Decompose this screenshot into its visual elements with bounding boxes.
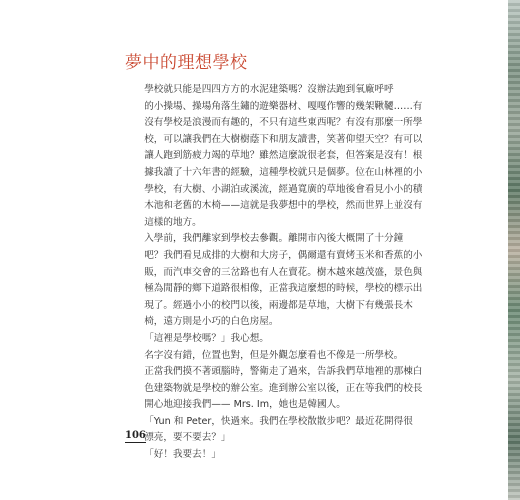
text-line: 色建築物就是學校的辦公室。進到辦公室以後，正在等我們的校長 [144, 382, 423, 394]
text-line: 校，可以讓我們在大樹樹蔭下和朋友讀書，笑著仰望天空？有可以 [144, 133, 423, 145]
page-number: 106 [125, 430, 146, 441]
text-line: 開心地迎接我們—— Mrs. Im，她也是韓國人。 [144, 399, 346, 411]
text-line: 現了。經過小小的校門以後，兩邊都是草地，大樹下有幾張長木 [144, 299, 413, 311]
paragraph-5 [125, 414, 425, 447]
body-text [125, 82, 425, 464]
text-line: 學校就只能是四四方方的水泥建築嗎？沒辦法跑到氧廠呼呼 [144, 84, 394, 95]
text-line: 「好！我要去！」 [144, 449, 221, 461]
text-line: 這樣的地方。 [144, 216, 202, 228]
text-line: 漂亮，要不要去？」 [144, 432, 231, 444]
text-line: 販，而汽車交會的三岔路也有人在賣花。樹木越來越茂盛，景色與 [144, 266, 423, 278]
text-line: 極為閒靜的鄉下道路很相像，正當我這麼想的時候，學校的標示出 [144, 283, 423, 295]
text-line: 入學前，我們離家到學校去參觀。離開市內後大概開了十分鐘 [144, 233, 404, 245]
chapter-title: 夢中的理想學校 [125, 53, 248, 73]
text-line: 木池和老舊的木椅——這就是我夢想中的學校，然而世界上並沒有 [144, 200, 423, 212]
text-line: 「這裡是學校嗎？」我心想。 [144, 332, 269, 344]
text-line: 讓人跑到筋疲力竭的草地？雖然這麼說很老套，但答案是沒有！根 [144, 150, 423, 162]
text-line: 據我讀了十六年書的經驗，這種學校就只是個夢。位在山林裡的小 [144, 166, 423, 178]
paragraph-3 [125, 331, 425, 348]
paragraph-6 [125, 447, 425, 464]
text-line: 的小操場、操場角落生鏽的遊樂器材、嘎嘎作響的幾架鞦韆……有 [144, 100, 423, 112]
text-line: 沒有學校是浪漫而有趣的，不只有這些東西呢？有沒有那麼一所學 [144, 117, 423, 129]
paragraph-1 [125, 82, 425, 231]
text-line: 學校，有大樹、小湖泊或溪流，經過寬廣的草地後會看見小小的積 [144, 183, 423, 195]
text-line: 正當我們摸不著頭腦時，警衛走了過來，告訴我們草地裡的那棟白 [144, 366, 423, 378]
paragraph-2 [125, 231, 425, 331]
text-line: 椅，遠方則是小巧的白色房屋。 [144, 316, 279, 328]
text-line: 吧？我們看見成排的大樹和大房子，偶爾還有賣烤玉米和香蕉的小 [144, 249, 423, 261]
text-line: 名字沒有錯，位置也對，但是外觀怎麼看也不像是一所學校。 [144, 349, 404, 361]
photo-edge-strip [508, 0, 520, 500]
text-line: 「Yun 和 Peter，快過來。我們在學校散散步吧？最近花開得很 [144, 415, 413, 427]
paragraph-4 [125, 348, 425, 414]
